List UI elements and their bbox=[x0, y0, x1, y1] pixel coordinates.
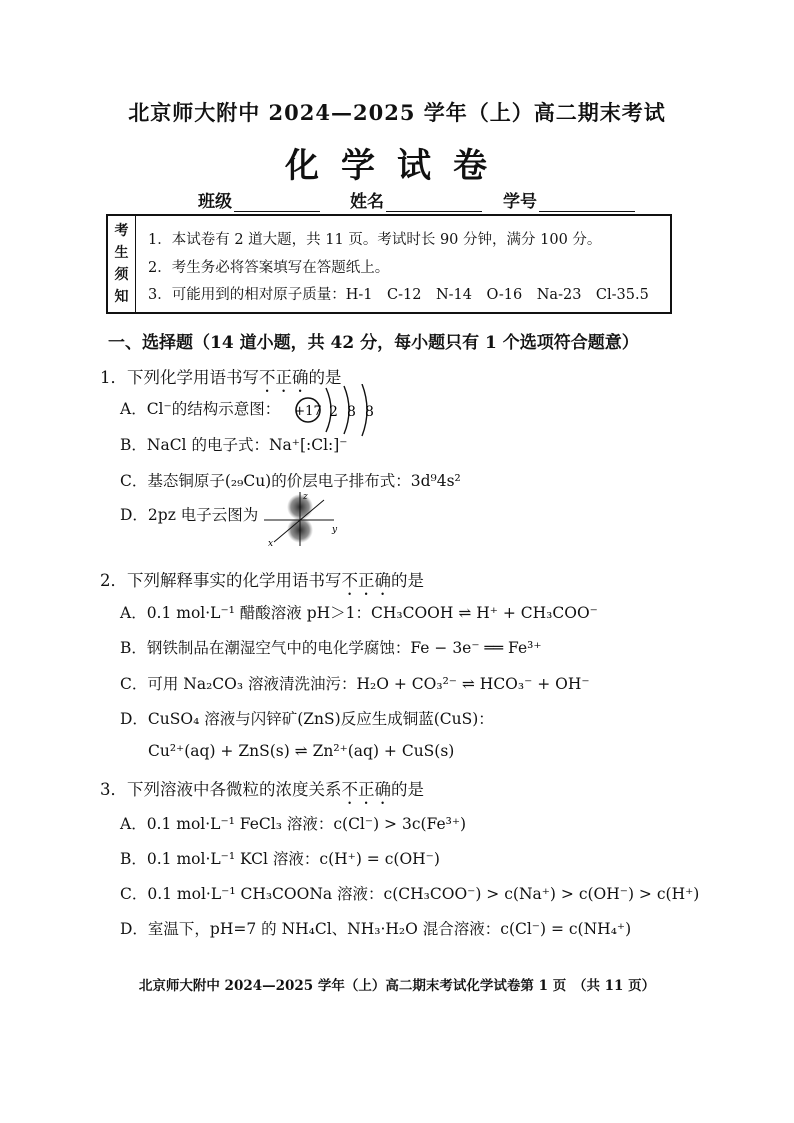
subject-title: 化学试卷 bbox=[285, 146, 509, 186]
page-footer: 北京师大附中 2024—2025 学年（上）高二期末考试化学试卷第 1 页 （共 11 页） bbox=[138, 978, 656, 994]
notice-item: 3．可能用到的相对原子质量：H-1 C-12 N-14 O-16 Na-23 Cl-35.5 bbox=[148, 287, 649, 303]
electron-formula: Na⁺ bbox=[268, 436, 300, 454]
electron-formula: [:Cl:]⁻ bbox=[299, 436, 348, 454]
q1-option-c bbox=[120, 469, 461, 491]
shell-electron-count: 8 bbox=[365, 404, 374, 420]
q2-option-d: D．CuSO₄ 溶液与闪锌矿(ZnS)反应生成铜蓝(CuS)： bbox=[120, 710, 494, 728]
section-title: 一、选择题（14 道小题，共 42 分，每小题只有 1 个选项符合题意） bbox=[108, 333, 639, 353]
notice-label-char: 须 bbox=[114, 267, 129, 283]
question-3-stem bbox=[100, 776, 424, 808]
shell-electron-count: 8 bbox=[347, 404, 356, 420]
notice-item: 1．本试卷有 2 道大题，共 11 页。考试时长 90 分钟，满分 100 分。 bbox=[148, 232, 602, 248]
option-text: C．基态铜原子(₂₉Cu)的价层电子排布式：3d⁹4s² bbox=[120, 472, 461, 490]
stem-text: 3．下列溶液中各微粒的浓度关系 bbox=[100, 780, 342, 799]
stem-text: 的是 bbox=[391, 780, 424, 799]
option-text: D．2pz 电子云图为 bbox=[120, 506, 259, 524]
question-2-stem bbox=[100, 567, 424, 599]
name-field bbox=[350, 187, 482, 212]
notice-box bbox=[106, 214, 672, 314]
2pz-orbital-diagram bbox=[262, 490, 342, 548]
notice-label-char: 考 bbox=[114, 223, 129, 239]
cl-ion-structure-diagram bbox=[292, 384, 382, 440]
notice-label bbox=[108, 216, 136, 312]
name-label: 姓名 bbox=[350, 192, 384, 212]
q1-option-b bbox=[120, 433, 348, 455]
notice-label-char: 知 bbox=[114, 289, 129, 305]
nucleus-charge: +17 bbox=[294, 404, 322, 419]
z-axis-label: z bbox=[303, 492, 308, 502]
y-axis-label: y bbox=[332, 525, 338, 535]
notice-label-char: 生 bbox=[114, 245, 129, 261]
q2-option-c: C．可用 Na₂CO₃ 溶液清洗油污：H₂O + CO₃²⁻ ⇌ HCO₃⁻ + OH⁻ bbox=[120, 675, 590, 693]
stem-text: 1．下列化学用语书写 bbox=[100, 368, 259, 387]
stem-text: 2．下列解释事实的化学用语书写 bbox=[100, 571, 342, 590]
class-label: 班级 bbox=[198, 192, 232, 212]
class-blank bbox=[234, 193, 320, 212]
stem-emphasis: 不正确 bbox=[341, 571, 391, 590]
stem-emphasis: 不正确 bbox=[341, 780, 391, 799]
option-text: A．Cl⁻的结构示意图： bbox=[120, 400, 281, 418]
stem-text: 的是 bbox=[308, 368, 342, 387]
q3-option-b: B．0.1 mol·L⁻¹ KCl 溶液：c(H⁺) = c(OH⁻) bbox=[120, 850, 440, 868]
q3-option-d: D．室温下，pH=7 的 NH₄Cl、NH₃·H₂O 混合溶液：c(Cl⁻) = c(NH₄⁺) bbox=[120, 920, 632, 938]
stem-text: 的是 bbox=[391, 571, 424, 590]
q1-option-d bbox=[120, 503, 258, 525]
q2-option-d-equation: Cu²⁺(aq) + ZnS(s) ⇌ Zn²⁺(aq) + CuS(s) bbox=[148, 742, 455, 760]
student-info-row bbox=[198, 187, 658, 213]
x-axis-label: x bbox=[268, 539, 274, 548]
stem-emphasis: 不正确 bbox=[259, 368, 309, 387]
notice-item: 2．考生务必将答案填写在答题纸上。 bbox=[148, 260, 390, 276]
q2-option-b: B．钢铁制品在潮湿空气中的电化学腐蚀：Fe − 3e⁻ ══ Fe³⁺ bbox=[120, 639, 542, 657]
student-id-blank bbox=[539, 193, 635, 212]
option-text: B．NaCl 的电子式： bbox=[120, 436, 269, 454]
name-blank bbox=[386, 193, 482, 212]
exam-title: 北京师大附中 2024—2025 学年（上）高二期末考试 bbox=[128, 100, 666, 125]
q3-option-c: C．0.1 mol·L⁻¹ CH₃COONa 溶液：c(CH₃COO⁻) > c(Na⁺) > c(OH⁻) > c(H⁺) bbox=[120, 885, 700, 903]
class-field bbox=[198, 187, 320, 212]
student-id-field bbox=[503, 187, 635, 212]
student-id-label: 学号 bbox=[503, 192, 537, 212]
shell-electron-count: 2 bbox=[329, 404, 338, 420]
q1-option-a bbox=[120, 397, 280, 419]
q3-option-a: A．0.1 mol·L⁻¹ FeCl₃ 溶液：c(Cl⁻) > 3c(Fe³⁺) bbox=[120, 815, 467, 833]
q2-option-a: A．0.1 mol·L⁻¹ 醋酸溶液 pH＞1：CH₃COOH ⇌ H⁺ + CH₃COO⁻ bbox=[120, 604, 598, 622]
